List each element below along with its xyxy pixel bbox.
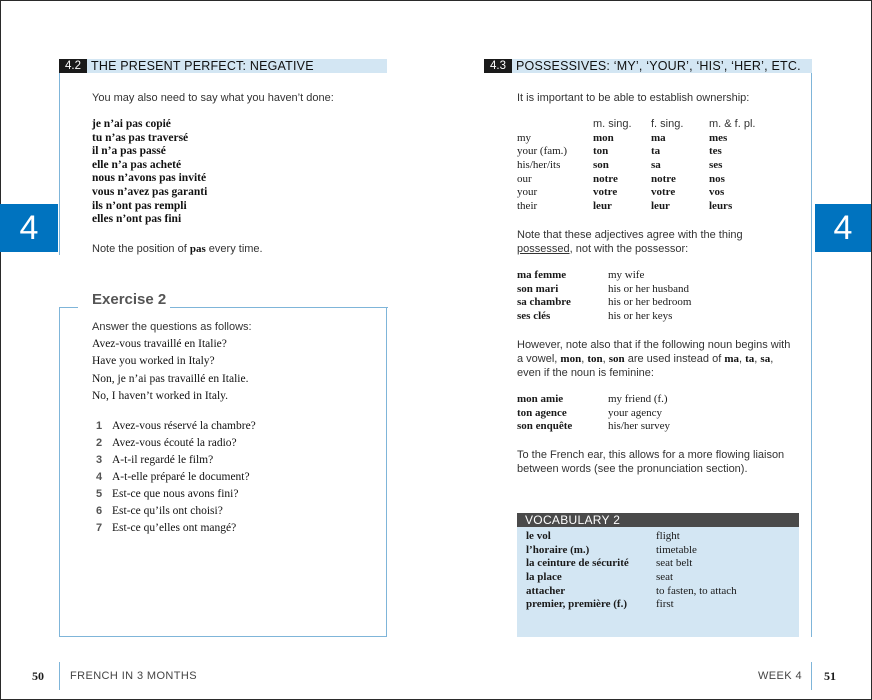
- chapter-tab-left: 4: [0, 204, 58, 252]
- question-1: 1 Avez-vous réservé la chambre?: [96, 420, 256, 432]
- vocabulary-box: [517, 527, 799, 637]
- exercise-example: [92, 336, 248, 405]
- example-line: Non, je n’ai pas travaillé en Italie.: [92, 372, 249, 385]
- section-number: 4.3: [484, 59, 512, 73]
- list-item: il n’a pas passé: [92, 145, 166, 158]
- examples-table-2: [517, 393, 670, 434]
- table-row: ses clés his or her keys: [517, 310, 673, 323]
- list-item: tu n’as pas traversé: [92, 131, 189, 144]
- table-row: la ceinture de sécurité seat belt: [526, 557, 693, 570]
- table-row: your votre votre vos: [517, 186, 725, 199]
- table-row: your (fam.) ton ta tes: [517, 145, 722, 158]
- section-4-2-header: [59, 59, 387, 73]
- column-header: m. sing.: [593, 118, 632, 130]
- table-row: attacher to fasten, to attach: [526, 584, 737, 597]
- list-item: elle n’a pas acheté: [92, 158, 182, 171]
- section-4-3-header: [484, 59, 812, 73]
- exercise-instruction: Answer the questions as follows:: [92, 321, 252, 333]
- question-3: 3 A-t-il regardé le film?: [96, 454, 214, 466]
- column-header: f. sing.: [651, 118, 684, 130]
- vocabulary-title: VOCABULARY 2: [517, 513, 799, 527]
- examples-table-1: [517, 269, 691, 324]
- table-row: our notre notre nos: [517, 172, 725, 185]
- question-6: 6 Est-ce qu’ils ont choisi?: [96, 505, 223, 517]
- chapter-tab-right: 4: [815, 204, 871, 252]
- question-2: 2 Avez-vous écouté la radio?: [96, 437, 237, 449]
- list-item: vous n’avez pas garanti: [92, 185, 208, 198]
- question-4: 4 A-t-elle préparé le document?: [96, 471, 250, 483]
- agreement-note: Note that these adjectives agree with the thing possessed, not with the possessor:: [517, 229, 743, 255]
- table-row: ton agence your agency: [517, 406, 663, 419]
- table-row: sa chambre his or her bedroom: [517, 296, 692, 309]
- page-number-right: 51: [824, 669, 836, 683]
- exercise-title: Exercise 2: [92, 291, 167, 308]
- table-row: his/her/its son sa ses: [517, 159, 723, 172]
- table-row: ma femme my wife: [517, 269, 645, 281]
- footer-divider: [59, 662, 60, 690]
- vocabulary-table: [526, 530, 737, 612]
- table-row: son enquête his/her survey: [517, 420, 671, 433]
- table-header-row: [517, 118, 779, 132]
- table-row: premier, première (f.) first: [526, 598, 674, 611]
- section-intro: You may also need to say what you haven’t done:: [92, 92, 334, 104]
- table-row: l’horaire (m.) timetable: [526, 543, 697, 556]
- question-7: 7 Est-ce qu’elles ont mangé?: [96, 522, 237, 534]
- table-row: their leur leur leurs: [517, 200, 733, 213]
- question-5: 5 Est-ce que nous avons fini?: [96, 488, 239, 500]
- table-row: le vol flight: [526, 530, 680, 542]
- section-rule: [811, 73, 812, 637]
- section-intro: It is important to be able to establish ownership:: [517, 92, 750, 104]
- footer-divider: [811, 662, 812, 690]
- page-number-left: 50: [32, 669, 44, 683]
- table-row: son mari his or her husband: [517, 282, 689, 295]
- section-title: POSSESSIVES: ‘MY’, ‘YOUR’, ‘HIS’, ‘HER’, ETC.: [516, 59, 801, 73]
- section-title: THE PRESENT PERFECT: NEGATIVE: [91, 59, 314, 73]
- section-rule: [59, 73, 60, 255]
- negative-sentences-list: [92, 118, 207, 227]
- example-line: Have you worked in Italy?: [92, 355, 215, 368]
- section-number: 4.2: [59, 59, 87, 73]
- book-title: FRENCH IN 3 MONTHS: [70, 670, 197, 682]
- liaison-note: To the French ear, this allows for a more flowing liaison between words (see the pronunciation section).: [517, 449, 785, 475]
- list-item: je n’ai pas copié: [92, 118, 171, 130]
- vowel-note: However, note also that if the following noun begins with a vowel, mon, ton, son are used instead of ma, ta, sa, even if the noun is feminine:: [517, 339, 791, 379]
- example-line: No, I haven’t worked in Italy.: [92, 389, 229, 402]
- list-item: elles n’ont pas fini: [92, 213, 182, 226]
- column-header: m. & f. pl.: [709, 118, 756, 130]
- table-row: la place seat: [526, 571, 674, 584]
- pas-note: Note the position of pas every time.: [92, 243, 263, 255]
- list-item: nous n’avons pas invité: [92, 172, 207, 185]
- week-label: WEEK 4: [758, 670, 802, 682]
- table-row: my mon ma mes: [517, 131, 728, 144]
- list-item: ils n’ont pas rempli: [92, 199, 187, 212]
- table-row: mon amie my friend (f.): [517, 393, 668, 405]
- example-line: Avez-vous travaillé en Italie?: [92, 338, 227, 350]
- possessives-table: [517, 118, 779, 214]
